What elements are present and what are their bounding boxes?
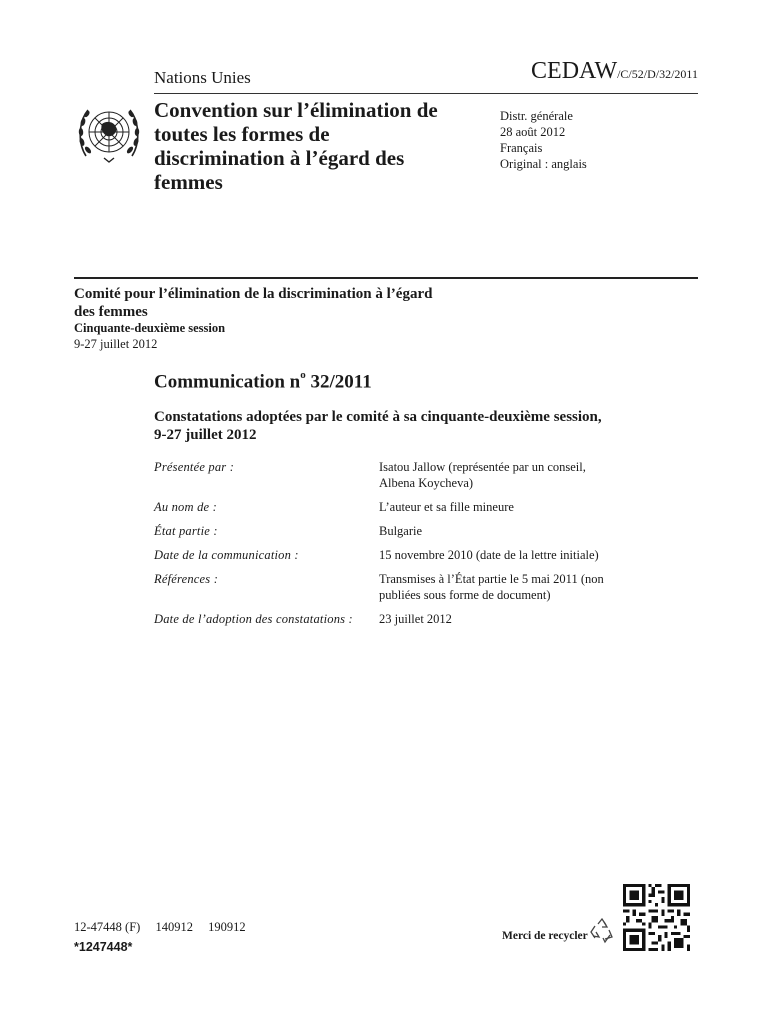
committee-name: Comité pour l’élimination de la discrimination à l’égard des femmes (74, 286, 433, 320)
organization-name: Nations Unies (154, 68, 251, 87)
detail-label: Références : (154, 572, 219, 586)
footer-document-code (74, 920, 258, 935)
convention-title: Convention sur l’élimination de toutes les formes de discrimination à l’égard des femmes (154, 98, 438, 194)
communication-number: 32/2011 (305, 371, 372, 393)
communication-heading-sup: o (300, 369, 306, 381)
detail-row (154, 611, 614, 627)
section-rule (74, 277, 698, 279)
symbol-suffix: /C/52/D/32/2011 (617, 67, 698, 81)
symbol-main: CEDAW (531, 58, 618, 84)
original-language: Original : anglais (500, 157, 587, 171)
date-code-1: 140912 (155, 920, 193, 934)
qr-code-icon (623, 884, 690, 951)
detail-label: État partie : (154, 524, 218, 538)
un-emblem-icon (74, 98, 144, 168)
date-code-2: 190912 (208, 920, 246, 934)
detail-label: Date de l’adoption des constatations : (154, 612, 353, 626)
session-dates: 9-27 juillet 2012 (74, 337, 158, 351)
document-symbol (531, 58, 698, 85)
detail-label: Au nom de : (154, 500, 217, 514)
language: Français (500, 141, 543, 155)
detail-row (154, 459, 614, 491)
recycle-text: Merci de recycler (502, 930, 588, 942)
job-number: 12-47448 (F) (74, 920, 141, 934)
communication-subtitle: Constatations adoptées par le comité à sa cinquante-deuxième session, 9-27 juillet 2012 (154, 409, 602, 443)
session-label: Cinquante-deuxième session (74, 321, 226, 335)
detail-value: 23 juillet 2012 (379, 612, 452, 626)
distribution-date: 28 août 2012 (500, 125, 566, 139)
header-rule (154, 93, 698, 94)
communication-heading (154, 371, 372, 393)
barcode-text: *1247448* (74, 940, 133, 954)
communication-heading-text: Communication n (154, 371, 301, 393)
detail-value: L’auteur et sa fille mineure (379, 500, 514, 514)
distribution-block (500, 108, 587, 172)
detail-value: Bulgarie (379, 524, 423, 538)
detail-row (154, 571, 614, 603)
recycle-icon (590, 918, 614, 944)
details-table (154, 459, 614, 635)
detail-label: Date de la communication : (154, 548, 299, 562)
detail-label: Présentée par : (154, 460, 235, 474)
detail-value: 15 novembre 2010 (date de la lettre initiale) (379, 548, 599, 562)
detail-row (154, 523, 614, 539)
detail-row (154, 499, 614, 515)
detail-row (154, 547, 614, 563)
detail-value: Isatou Jallow (représentée par un conseil, Albena Koycheva) (379, 460, 586, 490)
detail-value: Transmises à l’État partie le 5 mai 2011 (non publiées sous forme de document) (379, 572, 604, 602)
distribution-type: Distr. générale (500, 109, 573, 123)
